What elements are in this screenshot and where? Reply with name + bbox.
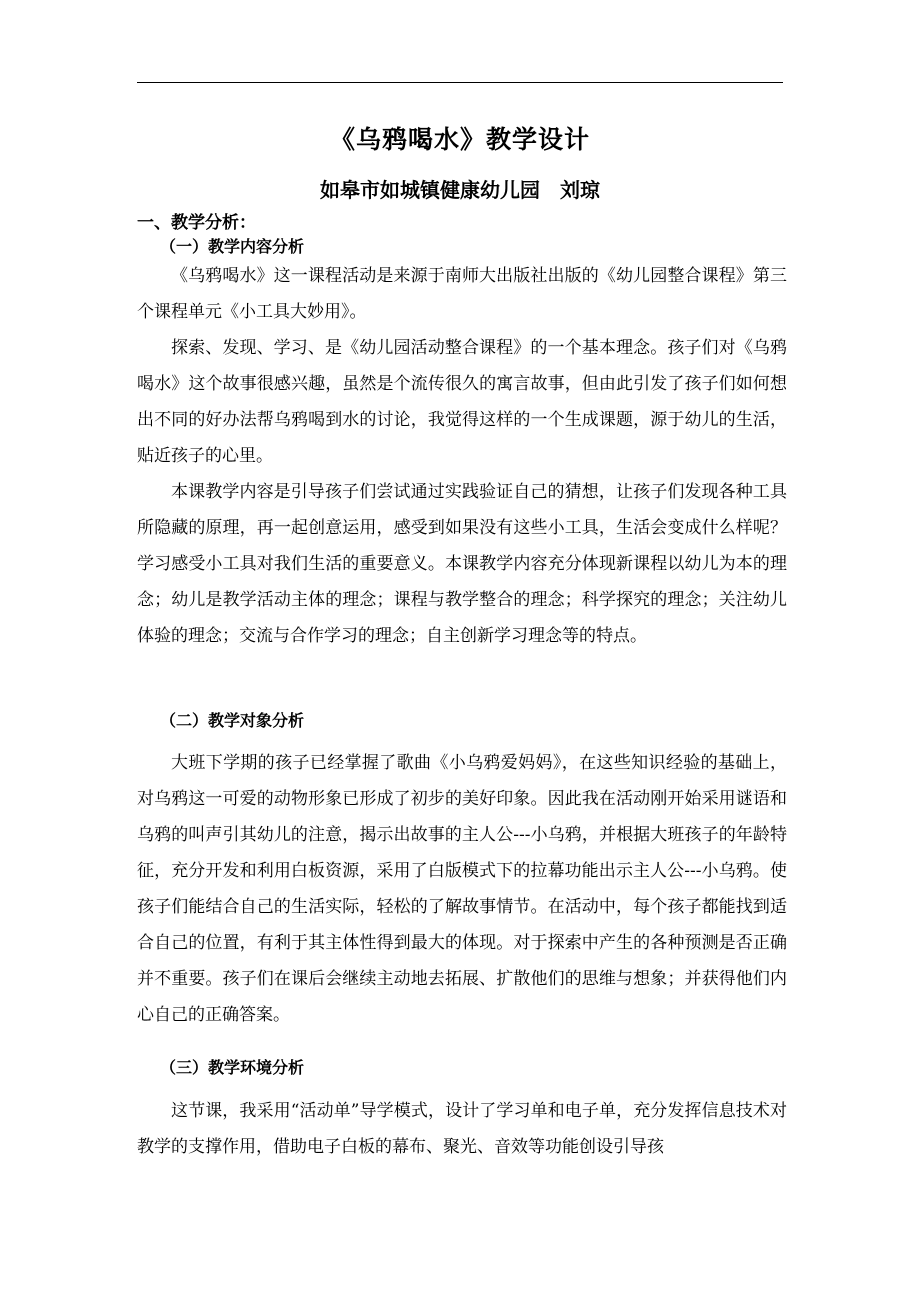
paragraph-content-concept: 探索、发现、学习、是《幼儿园活动整合课程》的一个基本理念。孩子们对《乌鸦喝水》这个故事很感兴趣，虽然是个流传很久的寓言故事，但由此引发了孩子们如何想出不同的好办法帮乌鸦喝到水的讨论，我觉得这样的一个生成课题，源于幼儿的生活，贴近孩子的心里。: [137, 338, 787, 466]
document-title: 《乌鸦喝水》教学设计: [329, 125, 590, 154]
paragraph-environment-analysis: 这节课，我采用“活动单”导学模式，设计了学习单和电子单，充分发挥信息技术对教学的支撑作用，借助电子白板的幕布、聚光、音效等功能创设引导孩: [137, 1101, 787, 1157]
subsection-heading-learner-analysis: （二）教学对象分析: [160, 711, 305, 730]
paragraph-content-source: 《乌鸦喝水》这一课程活动是来源于南师大出版社出版的《幼儿园整合课程》第三个课程单元《小工具大妙用》。: [137, 266, 787, 322]
author-byline: 如皋市如城镇健康幼儿园 刘琼: [320, 178, 600, 202]
header-rule: [137, 82, 783, 83]
subsection-heading-content-analysis: （一）教学内容分析: [160, 237, 305, 256]
paragraph-learner-analysis: 大班下学期的孩子已经掌握了歌曲《小乌鸦爱妈妈》，在这些知识经验的基础上，对乌鸦这一可爱的动物形象已形成了初步的美好印象。因此我在活动刚开始采用谜语和乌鸦的叫声引其幼儿的注意，揭示出故事的主人公---小乌鸦，并根据大班孩子的年龄特征，充分开发和利用白板资源，采用了白版模式下的拉幕功能出示主人公---小乌鸦。使孩子们能结合自己的生活实际，轻松的了解故事情节。在活动中，每个孩子都能找到适合自己的位置，有利于其主体性得到最大的体现。对于探索中产生的各种预测是否正确并不重要。孩子们在课后会继续主动地去拓展、扩散他们的思维与想象；并获得他们内心自己的正确答案。: [137, 753, 787, 1025]
subsection-heading-environment-analysis: （三）教学环境分析: [160, 1058, 305, 1077]
section-heading-teaching-analysis: 一、教学分析：: [137, 213, 256, 233]
paragraph-content-goals: 本课教学内容是引导孩子们尝试通过实践验证自己的猜想，让孩子们发现各种工具所隐藏的原理，再一起创意运用，感受到如果没有这些小工具，生活会变成什么样呢？学习感受小工具对我们生活的重要意义。本课教学内容充分体现新课程以幼儿为本的理念；幼儿是教学活动主体的理念；课程与教学整合的理念；科学探究的理念；关注幼儿体验的理念；交流与合作学习的理念；自主创新学习理念等的特点。: [137, 482, 787, 646]
